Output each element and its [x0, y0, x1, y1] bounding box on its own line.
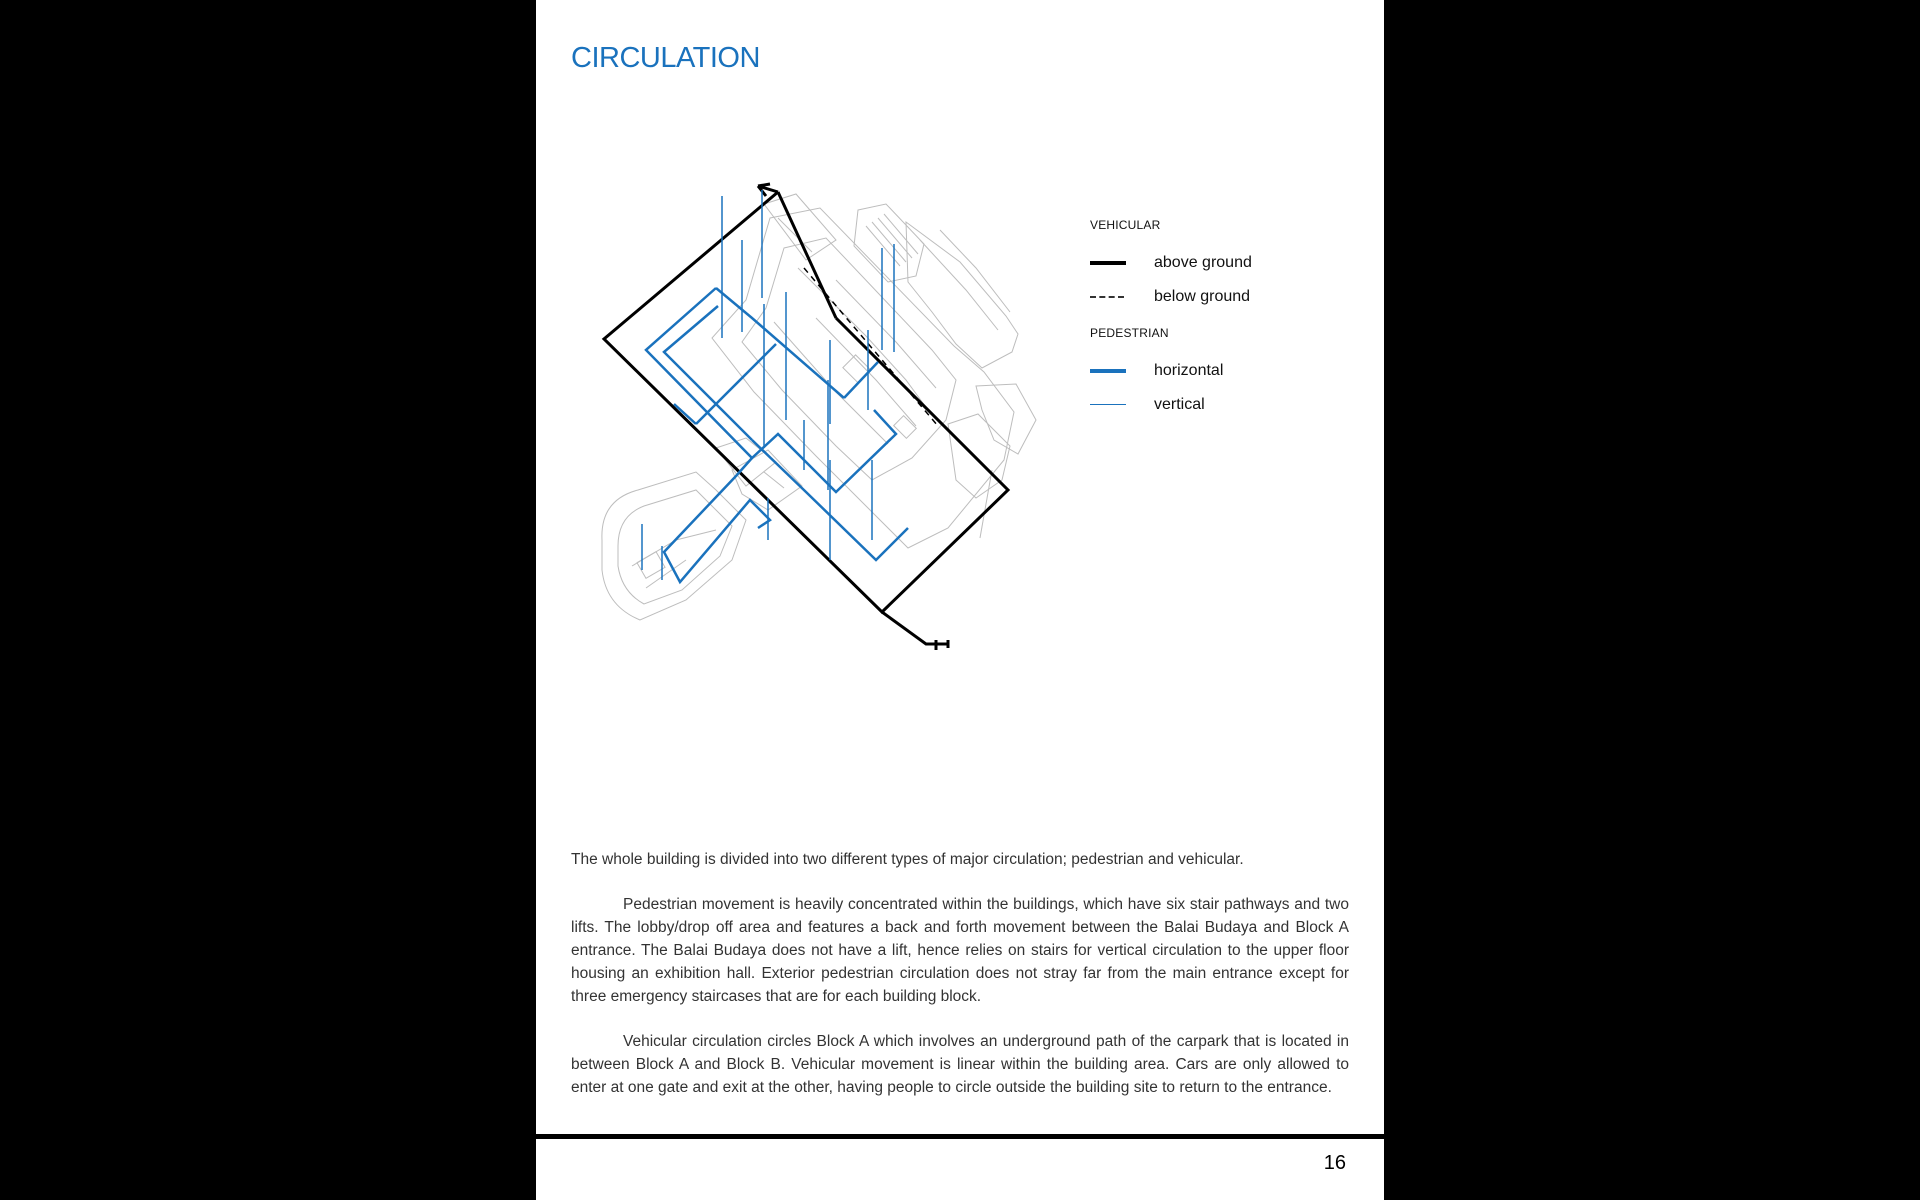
page-title: CIRCULATION	[571, 42, 760, 74]
dashed-black-line-swatch	[1090, 292, 1154, 302]
vehicular-above-ground-route	[604, 184, 1008, 650]
legend-heading-pedestrian: PEDESTRIAN	[1090, 326, 1169, 340]
body-text	[571, 848, 1349, 1121]
footer-divider	[536, 1134, 1384, 1139]
page-number: 16	[1323, 1152, 1346, 1174]
paragraph: The whole building is divided into two different types of major circulation; pedestrian and vehicular.	[571, 851, 1244, 868]
legend-item-above-ground	[1090, 246, 1350, 280]
legend-label: horizontal	[1154, 362, 1224, 379]
legend-label: vertical	[1154, 396, 1205, 413]
legend-item-vertical	[1090, 388, 1350, 422]
solid-black-line-swatch	[1090, 258, 1154, 268]
document-page	[536, 0, 1384, 1200]
legend-heading-vehicular: VEHICULAR	[1090, 218, 1161, 232]
paragraph: Vehicular circulation circles Block A which involves an underground path of the carpark that is located in between Block A and Block B. Vehicular movement is linear within the building area. Cars are only allowed to enter at one gate and exit at the other, having people to circle outside the building site to return to the entrance.	[571, 1033, 1349, 1096]
paragraph: Pedestrian movement is heavily concentrated within the buildings, which have six stair pathways and two lifts. The lobby/drop off area and features a back and forth movement between the Balai Budaya and Block A entrance. The Balai Budaya does not have a lift, hence relies on stairs for vertical circulation to the upper floor housing an exhibition hall. Exterior pedestrian circulation does not stray far from the main entrance except for three emergency staircases that are for each building block.	[571, 896, 1349, 1005]
diagram-legend	[1090, 218, 1350, 422]
legend-label: above ground	[1154, 254, 1252, 271]
thick-blue-line-swatch	[1090, 366, 1154, 376]
legend-item-below-ground	[1090, 280, 1350, 314]
legend-label: below ground	[1154, 288, 1251, 305]
thin-blue-line-swatch	[1090, 400, 1154, 410]
legend-item-horizontal	[1090, 354, 1350, 388]
